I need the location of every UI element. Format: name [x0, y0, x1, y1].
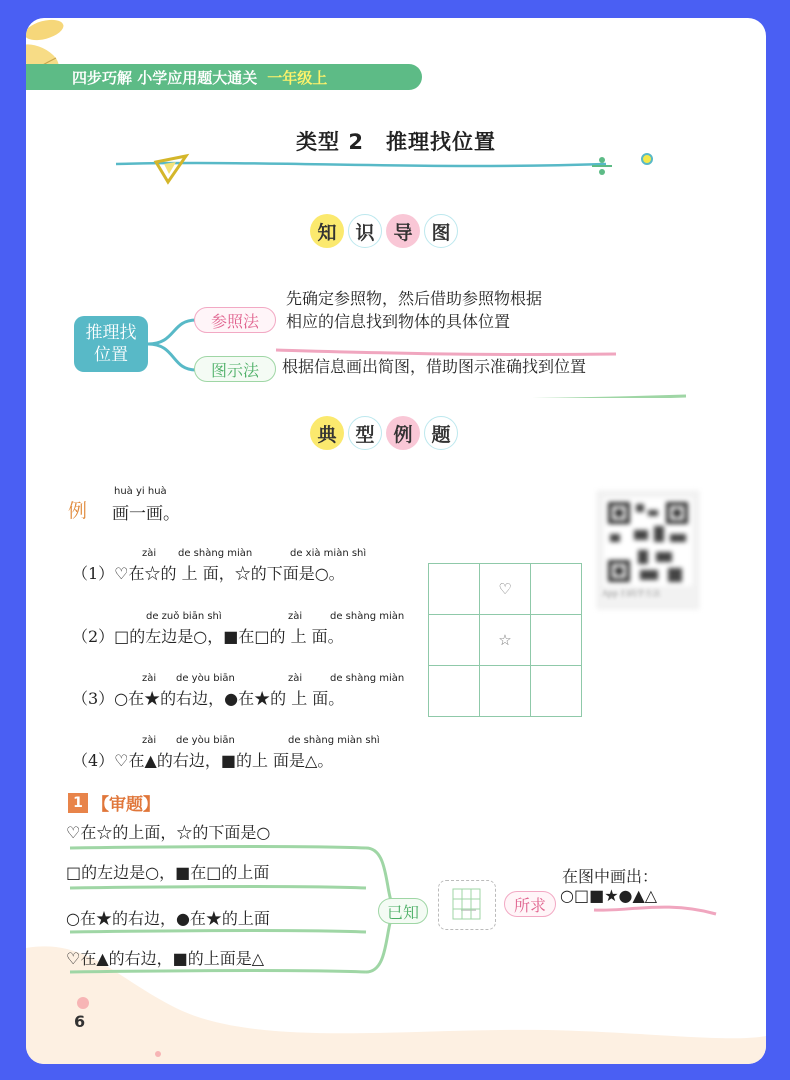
- grid-cell: [429, 666, 480, 717]
- known-line: ○在★的右边，●在★的上面: [66, 909, 270, 928]
- question-pinyin: zài: [142, 673, 157, 684]
- badge-char: 型: [348, 416, 382, 450]
- badge-char: 图: [424, 214, 458, 248]
- known-line: ♡在☆的上面，☆的下面是○: [66, 823, 271, 842]
- question-1: （1）♡在☆的 上 面，☆的下面是○。: [72, 564, 345, 583]
- question-pinyin: de zuǒ biān shì: [146, 611, 222, 622]
- series-title: 四步巧解 小学应用题大通关: [72, 68, 258, 87]
- mini-grid-icon: [438, 880, 496, 930]
- branch2-text: 根据信息画出简图，借助图示准确找到位置: [282, 357, 587, 376]
- badge-char: 例: [386, 416, 420, 450]
- question-pinyin: zài: [288, 611, 303, 622]
- question-pinyin: de shàng miàn shì: [288, 735, 380, 746]
- mindmap-root-line: 推理找: [85, 323, 137, 343]
- ask-text: 在图中画出：: [562, 867, 659, 886]
- question-4: （4）♡在▲的右边，■的上 面是△。: [72, 751, 334, 770]
- question-pinyin: zài: [142, 735, 157, 746]
- example-prompt: 画一画。: [112, 504, 180, 524]
- grid-cell: [531, 666, 582, 717]
- step-number: 1: [68, 793, 88, 813]
- header-banner: [26, 64, 422, 90]
- question-pinyin: de shàng miàn: [330, 611, 405, 622]
- branch1-text-line: 先确定参照物，然后借助参照物根据: [286, 289, 543, 308]
- mindmap-root-line: 位置: [94, 345, 128, 365]
- grid-cell: [429, 564, 480, 615]
- badge-char: 题: [424, 416, 458, 450]
- badge-char: 知: [310, 214, 344, 248]
- title-rule-decoration: [116, 150, 676, 186]
- qr-caption: App 扫码学方法: [602, 589, 661, 598]
- question-pinyin: de yòu biān: [176, 673, 235, 684]
- known-tag: 已知: [378, 898, 428, 924]
- page-title: 类型 2 推理找位置: [296, 130, 496, 154]
- typical-example-heading: [310, 416, 458, 450]
- grade-label: 一年级上: [267, 68, 328, 87]
- question-pinyin: zài: [288, 673, 303, 684]
- grid-cell: [531, 564, 582, 615]
- branch-reference-method: 参照法: [194, 307, 276, 333]
- grid-cell: [531, 615, 582, 666]
- question-3: （3）○在★的右边，●在★的 上 面。: [72, 689, 345, 708]
- ask-shapes: ○□■★●▲△: [560, 886, 658, 905]
- answer-grid: [428, 563, 582, 717]
- grid-cell: [480, 666, 531, 717]
- example-label: 例: [68, 500, 88, 522]
- page-number: 6: [74, 1012, 86, 1031]
- book-page: [26, 18, 766, 1064]
- known-line: □的左边是○，■在□的上面: [66, 863, 270, 882]
- grid-cell: ♡: [480, 564, 531, 615]
- branch-diagram-method: 图示法: [194, 356, 276, 382]
- badge-char: 典: [310, 416, 344, 450]
- ask-tag: 所求: [504, 891, 556, 917]
- question-pinyin: de yòu biān: [176, 735, 235, 746]
- known-line: ♡在▲的右边，■的上面是△: [66, 949, 265, 968]
- question-pinyin: de shàng miàn: [330, 673, 405, 684]
- step-heading: [68, 790, 160, 815]
- step-label: 【审题】: [92, 795, 160, 815]
- mindmap-root: [74, 316, 148, 372]
- question-pinyin: de xià miàn shì: [290, 548, 367, 559]
- grid-cell: [429, 615, 480, 666]
- question-pinyin: de shàng miàn: [178, 548, 253, 559]
- question-pinyin: zài: [142, 548, 157, 559]
- grid-cell: ☆: [480, 615, 531, 666]
- badge-char: 导: [386, 214, 420, 248]
- knowledge-map-heading: [310, 214, 458, 248]
- example-pinyin: huà yi huà: [114, 486, 167, 497]
- question-2: （2）□的左边是○，■在□的 上 面。: [72, 627, 344, 646]
- branch1-text-line: 相应的信息找到物体的具体位置: [286, 312, 511, 331]
- badge-char: 识: [348, 214, 382, 248]
